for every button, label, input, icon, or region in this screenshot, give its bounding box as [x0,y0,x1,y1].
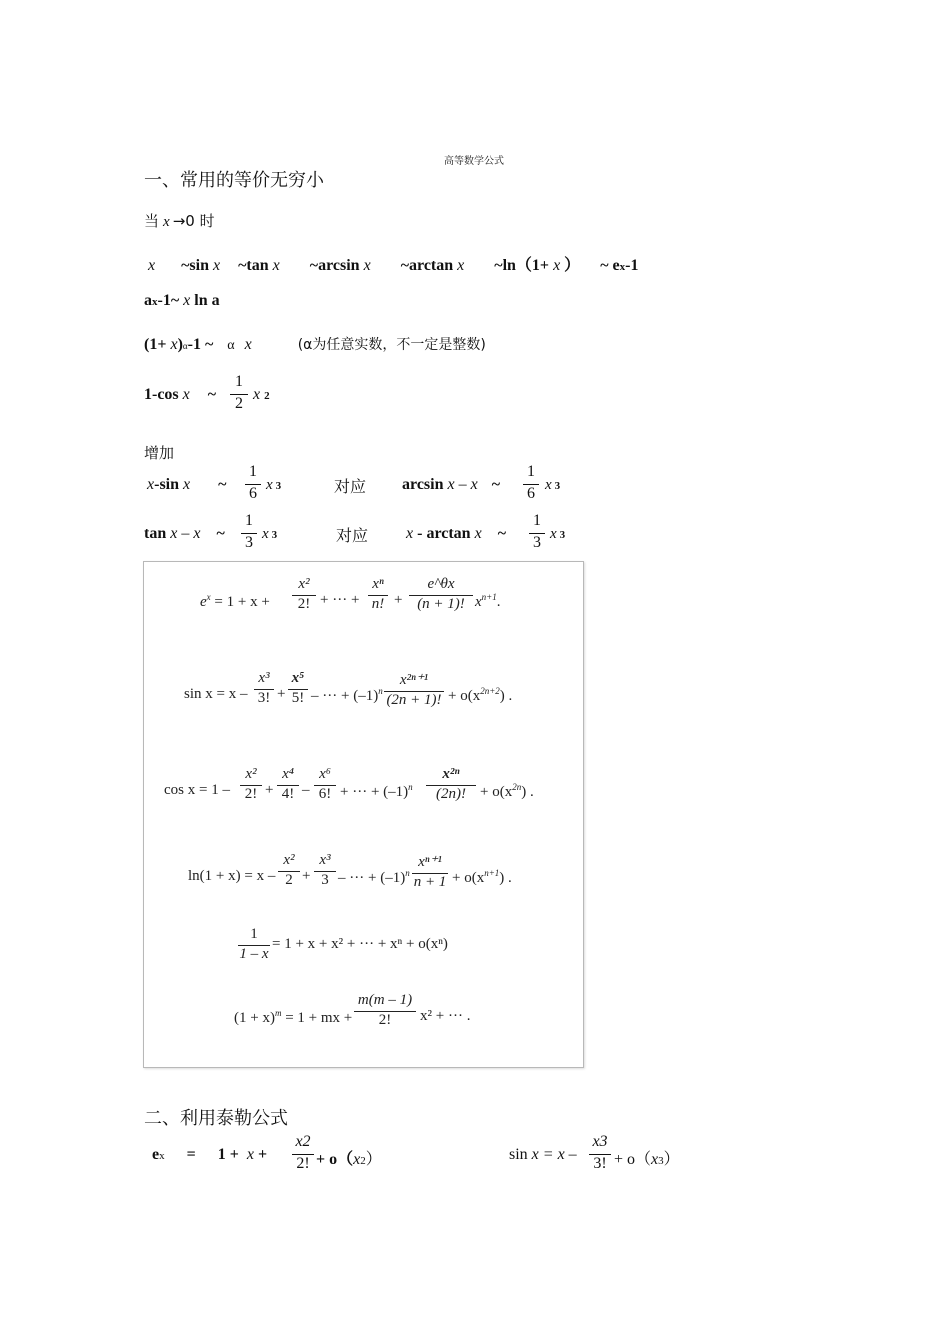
sin-close: ） [663,1151,680,1168]
sin-eq: = x – [542,1146,577,1163]
fraction-bar [589,1154,611,1155]
sin-o: + o（ [614,1151,652,1168]
row1-arcsin-expr: x – x [447,476,478,493]
row1-rhs [266,477,281,494]
taylor-sin-mid: – ··· + $(-1)^n$ [311,686,383,704]
row1-frac2-den: 6 [527,485,535,502]
cos-rhs-pow: 2 [264,390,270,402]
row2-rhs2 [550,526,565,543]
taylor-cos-mid: + ··· + $(-1)^n$ [340,782,413,800]
row1-rhs2-pow: 3 [554,480,561,492]
ex-close: ） [365,1151,382,1168]
taylor-formulas-box [143,561,584,1068]
ex-o-term [316,1146,382,1169]
row1-rhs-x: x [266,477,273,493]
row1-rhs-pow: 3 [275,480,282,492]
ax-rest: -1~ [157,292,180,309]
condition-var: x [163,214,170,230]
sin-lhs: sin [509,1146,528,1163]
row1-rhs2 [545,477,560,494]
chain-exp-minus: -1 [625,257,639,274]
chain-x1: x [213,257,221,274]
cos-frac-num: 1 [235,373,243,390]
row1-frac2 [523,464,539,502]
row2-frac2-num: 1 [533,512,541,529]
row2-x2: x [474,525,482,542]
row2-arctan: - arctan [417,525,471,542]
ax-x: x [183,292,191,309]
taylor-ln-p1: + [302,868,311,884]
chain-x3: x [363,257,371,274]
ex-opow: 2 [360,1155,366,1167]
row2-tilde: ~ [216,525,225,542]
equivalence-chain [148,252,638,275]
fraction-bar [245,484,261,485]
chain-ln: ~ln（1+ [494,257,550,274]
taylor-sin-t3: x²ⁿ⁺¹ (2n + 1)! [384,670,444,709]
ex-o: + o（ [316,1151,354,1168]
taylor-cos-t3: x⁶ 6! [314,766,336,803]
fraction-bar [292,1154,314,1155]
taylor-ln-tail: + $o(x^{n+1})$ . [452,868,512,886]
taylor-binom-rhs: x² + ··· . [420,1008,471,1024]
sin-x: x [531,1146,539,1163]
ex-plus: + [257,1146,268,1163]
chain-x5: x [553,257,561,274]
row1-frac-den: 6 [249,485,257,502]
taylor-binom-frac: m(m – 1) 2! [354,992,416,1029]
taylor-sin-lhs: sin x = x – [184,686,248,702]
row1-correspond: 对应 [334,477,367,496]
taylor-geom-frac: 1 1 – x [239,926,269,962]
row1-sin: -sin [154,476,180,493]
row2-x: x [406,525,414,542]
taylor-cos-t4: x²ⁿ (2n)! [426,766,476,803]
row1-arcsin: arcsin [402,476,444,493]
taylor-exp-t3: e^θx (n + 1)! [409,576,473,613]
row2-expr: x – x [170,525,201,542]
taylor-binom-lhs: $(1 + x)^m = 1$ + mx + [234,1008,353,1026]
taylor-geom-rhs: = 1 + x + x² + ··· + xⁿ + o(xⁿ) [272,936,448,952]
section-heading-taylor: 二、利用泰勒公式 [144,1108,288,1129]
taylor-exp-t2: xⁿ n! [368,576,388,613]
sin-o-term [614,1146,680,1169]
taylor-sin-tail: + $o(x^{2n+2})$ . [448,686,513,704]
ex-sup: x [159,1150,165,1162]
taylor-ln-mid: – ··· + $(-1)^n$ [338,868,410,886]
ex-ox: x [353,1151,361,1168]
taylor-sin-t2: x⁵ 5! [288,670,308,707]
row1-right [402,476,500,494]
ex-frac-den: 2! [296,1155,310,1172]
chain-ln-close: ） [564,257,581,274]
taylor-cos-lhs: cos x = 1 – [164,782,230,798]
alpha-lhs: (1+ [144,336,167,353]
taylor-ln-t2: x³ 3 [314,852,336,889]
row2-rhs [262,526,277,543]
ex-frac [292,1134,314,1172]
taylor-cos-t2: x⁴ 4! [277,766,299,803]
ex-eq: = [186,1146,196,1163]
fraction-bar [523,484,539,485]
cos-x: x [182,386,190,403]
fraction-bar [230,394,248,395]
taylor-cos-p2: – [302,782,310,798]
ex-one: 1 + [217,1146,239,1163]
ax-sup: x [152,296,158,308]
alpha-alpha: α [227,338,235,353]
row2-rhs2-x: x [550,526,557,542]
document-title: 高等数学公式 [444,156,504,167]
row1-frac-num: 1 [249,463,257,480]
ex-e: e [152,1146,160,1163]
cos-lhs: 1-cos [144,386,179,403]
row2-left [144,525,225,543]
row2-frac2 [529,513,545,551]
taylor-exp-t1: x² 2! [292,576,316,613]
chain-exp-sup: x [619,261,626,273]
row2-tan: tan [144,525,167,542]
taylor-exp-tail: $x^{n+1}$. [475,592,501,610]
add-label: 增加 [144,444,175,462]
row1-x: x [147,476,155,493]
row1-frac2-num: 1 [527,463,535,480]
alpha-paren: ) [177,336,183,353]
sin-taylor-line [509,1146,577,1164]
taylor-ln-t1: x² 2 [278,852,300,889]
row2-frac [241,513,257,551]
sin-opow: 3 [658,1155,664,1167]
cos-rhs [253,386,270,404]
taylor-ln-lhs: ln(1 + x) = x – [188,868,276,884]
row1-left [147,476,226,494]
row1-x2: x [183,476,191,493]
sin-ox: x [651,1151,659,1168]
row1-tilde2: ~ [491,476,501,493]
condition-arrow: →0 时 [172,212,215,230]
fraction-bar [241,533,257,534]
alpha-x2: x [244,336,252,353]
sin-frac-den: 3! [593,1155,607,1172]
taylor-sin-t1: x³ 3! [254,670,274,707]
ax-tail: ln a [194,292,220,309]
taylor-exp-dots: + ··· + [320,592,360,608]
taylor-cos-t1: x² 2! [240,766,262,803]
condition-line [144,210,215,231]
cos-tilde: ~ [207,386,217,403]
taylor-sin-plus: + [277,686,286,702]
row1-tilde: ~ [218,476,227,493]
row2-frac2-den: 3 [533,534,541,551]
row2-rhs2-pow: 3 [559,529,566,541]
chain-tan: ~tan [238,257,269,274]
alpha-note: (α为任意实数，不一定是整数) [297,337,486,353]
ax-base: a [144,292,152,309]
taylor-exp-lhs: $e^x = 1 + x$ + [200,592,270,610]
alpha-x: x [170,336,178,353]
cos-rhs-x: x [253,386,261,403]
ex-x: x [246,1146,254,1163]
sin-frac [589,1134,611,1172]
row2-frac-num: 1 [245,512,253,529]
chain-sin: ~sin [181,257,209,274]
cos-fraction [230,374,248,412]
sin-frac-num: x3 [592,1133,608,1150]
fraction-bar [529,533,545,534]
row2-tilde2: ~ [497,525,507,542]
row2-rhs-pow: 3 [271,529,278,541]
taylor-cos-tail: + $o(x^{2n})$ . [480,782,534,800]
chain-exp: ~ e [600,257,620,274]
chain-x0: x [148,257,156,274]
ex-frac-num: x2 [295,1133,311,1150]
taylor-cos-p1: + [265,782,274,798]
section-heading-equivalent-infinitesimals: 一、常用的等价无穷小 [144,170,324,191]
row2-rhs-x: x [262,526,269,542]
taylor-exp-plus: + [394,592,403,608]
row2-correspond: 对应 [336,526,369,545]
ax-equivalence [144,292,220,310]
ex-taylor-line [152,1146,267,1164]
chain-x2: x [272,257,280,274]
alpha-equivalence [144,334,486,354]
chain-arctan: ~arctan [400,257,454,274]
row2-right [406,525,506,543]
condition-prefix: 当 [144,212,160,230]
chain-arcsin: ~arcsin [309,257,360,274]
cos-frac-den: 2 [235,395,243,412]
row1-frac [245,464,261,502]
taylor-ln-t3: xⁿ⁺¹ n + 1 [413,854,447,890]
alpha-rest: -1 ~ [187,336,214,353]
row1-rhs2-x: x [545,477,552,493]
row2-frac-den: 3 [245,534,253,551]
alpha-sup: α [182,341,188,351]
chain-x4: x [457,257,465,274]
cos-equivalence [144,386,216,404]
